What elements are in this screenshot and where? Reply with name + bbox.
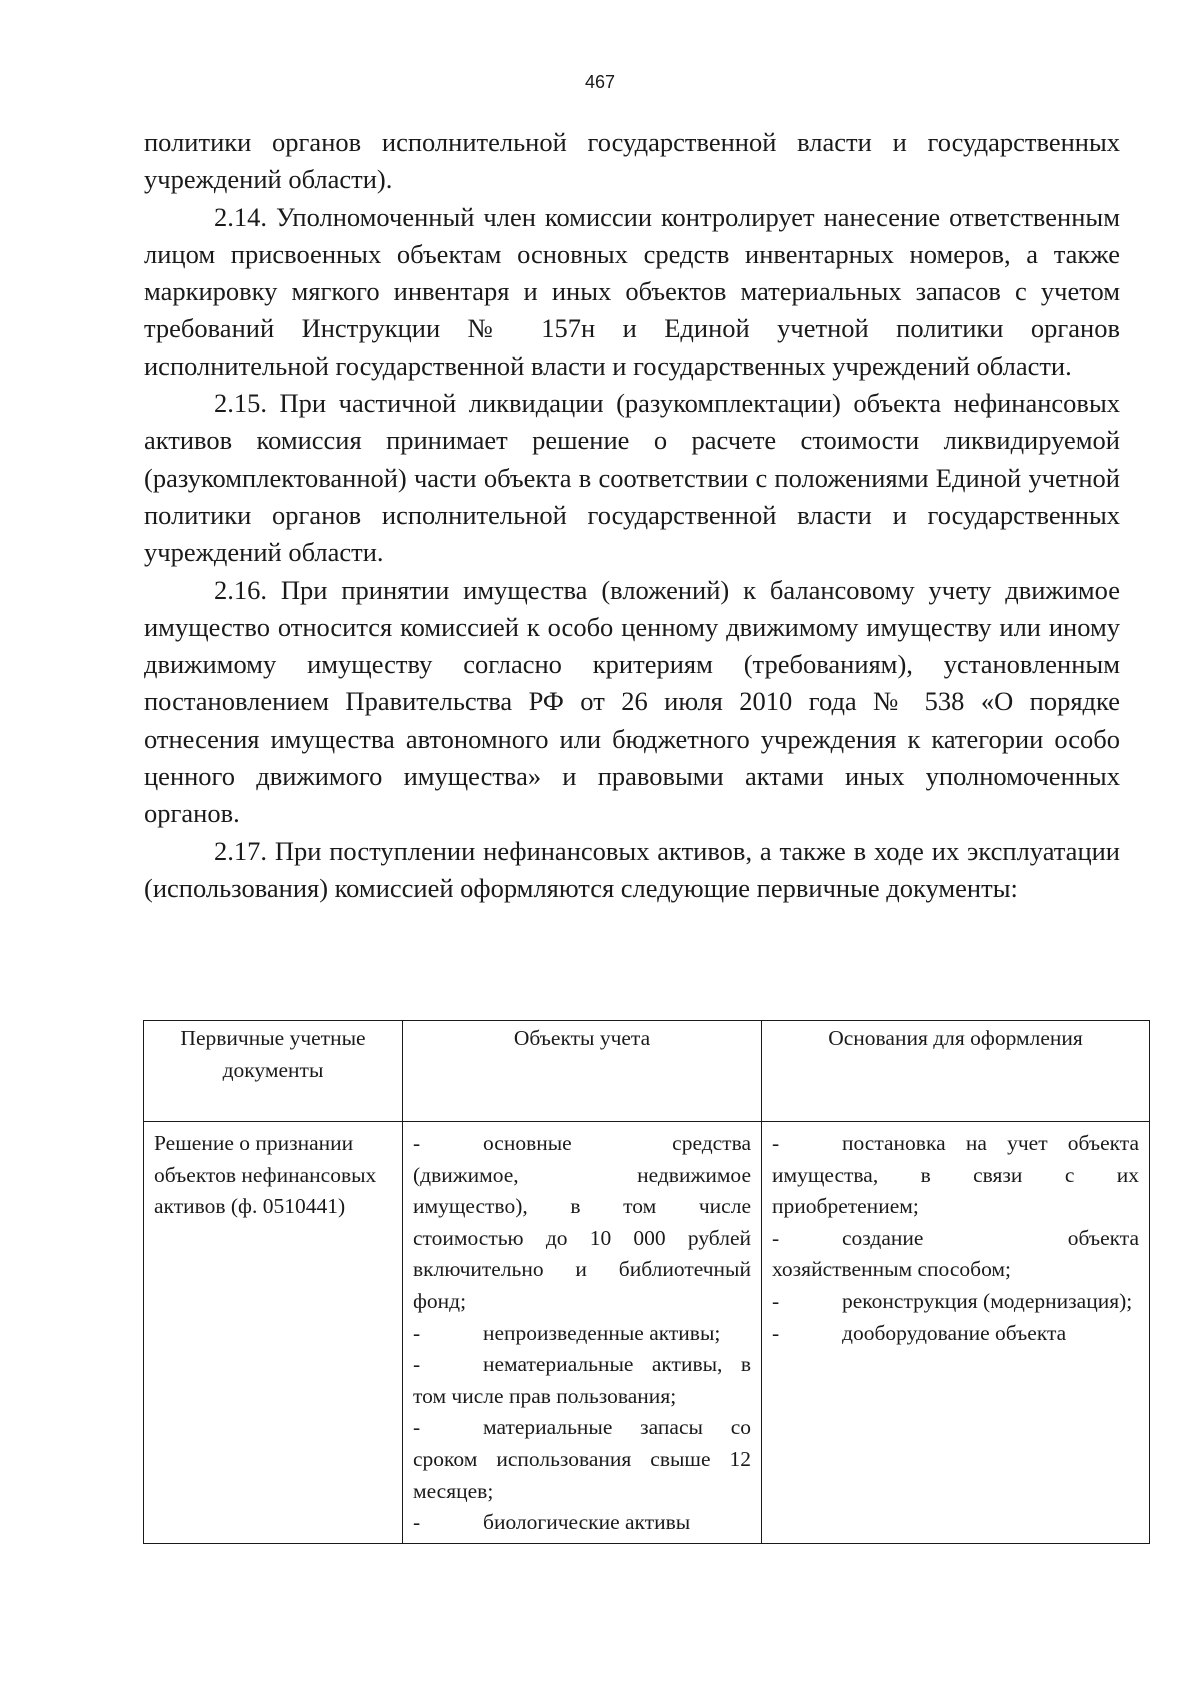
list-item bbox=[772, 1318, 1139, 1350]
paragraph-2-14: 2.14. Уполномоченный член комиссии контролирует нанесение ответственным лицом присвоенных объектам основных средств инвентарных номеров, а также маркировку мягкого инвентаря и иных объектов материальных запасов с учетом требований Инструкции № 157н и Единой учетной политики органов исполнительной государственной власти и государственных учреждений области. bbox=[144, 201, 1120, 381]
dash-marker: - bbox=[772, 1225, 780, 1250]
dash-marker: - bbox=[413, 1510, 421, 1535]
table-header-row bbox=[144, 1021, 1150, 1122]
dash-marker: - bbox=[413, 1415, 421, 1440]
cell-reasons bbox=[762, 1122, 1150, 1544]
paragraph: политики органов исполнительной государственной власти и государственных учреждений области). bbox=[144, 127, 1120, 195]
list-item bbox=[413, 1318, 751, 1350]
paragraph-2-16: 2.16. При принятии имущества (вложений) к балансовому учету движимое имущество относится комиссией к особо ценному движимому имуществу или иному движимому имуществу согласно критериям (требованиям), установленным постановлением Правительства РФ от 26 июля 2010 года № 538 «О порядке отнесения имущества автономного или бюджетного учреждения к категории особо ценного движимого имущества» и правовыми актами иных уполномоченных органов. bbox=[144, 574, 1120, 829]
object-item: нематериальные активы, в том числе прав пользования; bbox=[413, 1352, 751, 1408]
list-item bbox=[772, 1286, 1139, 1318]
paragraph-2-17: 2.17. При поступлении нефинансовых активов, а также в ходе их эксплуатации (использования) комиссией оформляются следующие первичные документы: bbox=[144, 835, 1120, 903]
page-number: 467 bbox=[584, 72, 616, 92]
primary-documents-table bbox=[143, 1020, 1150, 1544]
header-accounting-objects: Объекты учета bbox=[403, 1021, 762, 1122]
dash-marker: - bbox=[413, 1320, 421, 1345]
header-grounds: Основания для оформления bbox=[762, 1021, 1150, 1122]
reason-item: дооборудование объекта bbox=[842, 1320, 1067, 1345]
cell-objects bbox=[403, 1122, 762, 1544]
list-item bbox=[413, 1507, 751, 1539]
list-item bbox=[413, 1412, 751, 1507]
list-item bbox=[413, 1349, 751, 1412]
object-item: основные средства (движимое, недвижимое имущество), в том числе стоимостью до 10 000 рублей включительно и библиотечный фонд; bbox=[413, 1131, 751, 1313]
object-item: непроизведенные активы; bbox=[483, 1320, 721, 1345]
dash-marker: - bbox=[772, 1131, 780, 1155]
object-item: биологические активы bbox=[483, 1510, 691, 1535]
reason-item: постановка на учет объекта имущества, в связи с их приобретением; bbox=[772, 1131, 1139, 1219]
paragraph-2-15: 2.15. При частичной ликвидации (разукомплектации) объекта нефинансовых активов комиссия принимает решение о расчете стоимости ликвидируемой (разукомплектованной) части объекта в соответствии с положениями Единой учетной политики органов исполнительной государственной власти и государственных учреждений области. bbox=[144, 388, 1120, 568]
list-item bbox=[413, 1128, 751, 1318]
body-text bbox=[144, 124, 1120, 907]
dash-marker: - bbox=[772, 1288, 780, 1313]
table-row bbox=[144, 1122, 1150, 1544]
object-item: материальные запасы со сроком использования свыше 12 месяцев; bbox=[413, 1415, 751, 1503]
list-item bbox=[772, 1223, 1139, 1286]
list-item bbox=[772, 1128, 1139, 1223]
reason-item: реконструкция (модернизация); bbox=[842, 1288, 1133, 1313]
header-primary-documents: Первичные учетные документы bbox=[144, 1021, 403, 1122]
dash-marker: - bbox=[772, 1320, 780, 1345]
reason-item: создание объекта хозяйственным способом; bbox=[772, 1225, 1139, 1282]
dash-marker: - bbox=[413, 1131, 421, 1155]
cell-document: Решение о признании объектов нефинансовых активов (ф. 0510441) bbox=[144, 1122, 403, 1544]
dash-marker: - bbox=[413, 1352, 421, 1377]
